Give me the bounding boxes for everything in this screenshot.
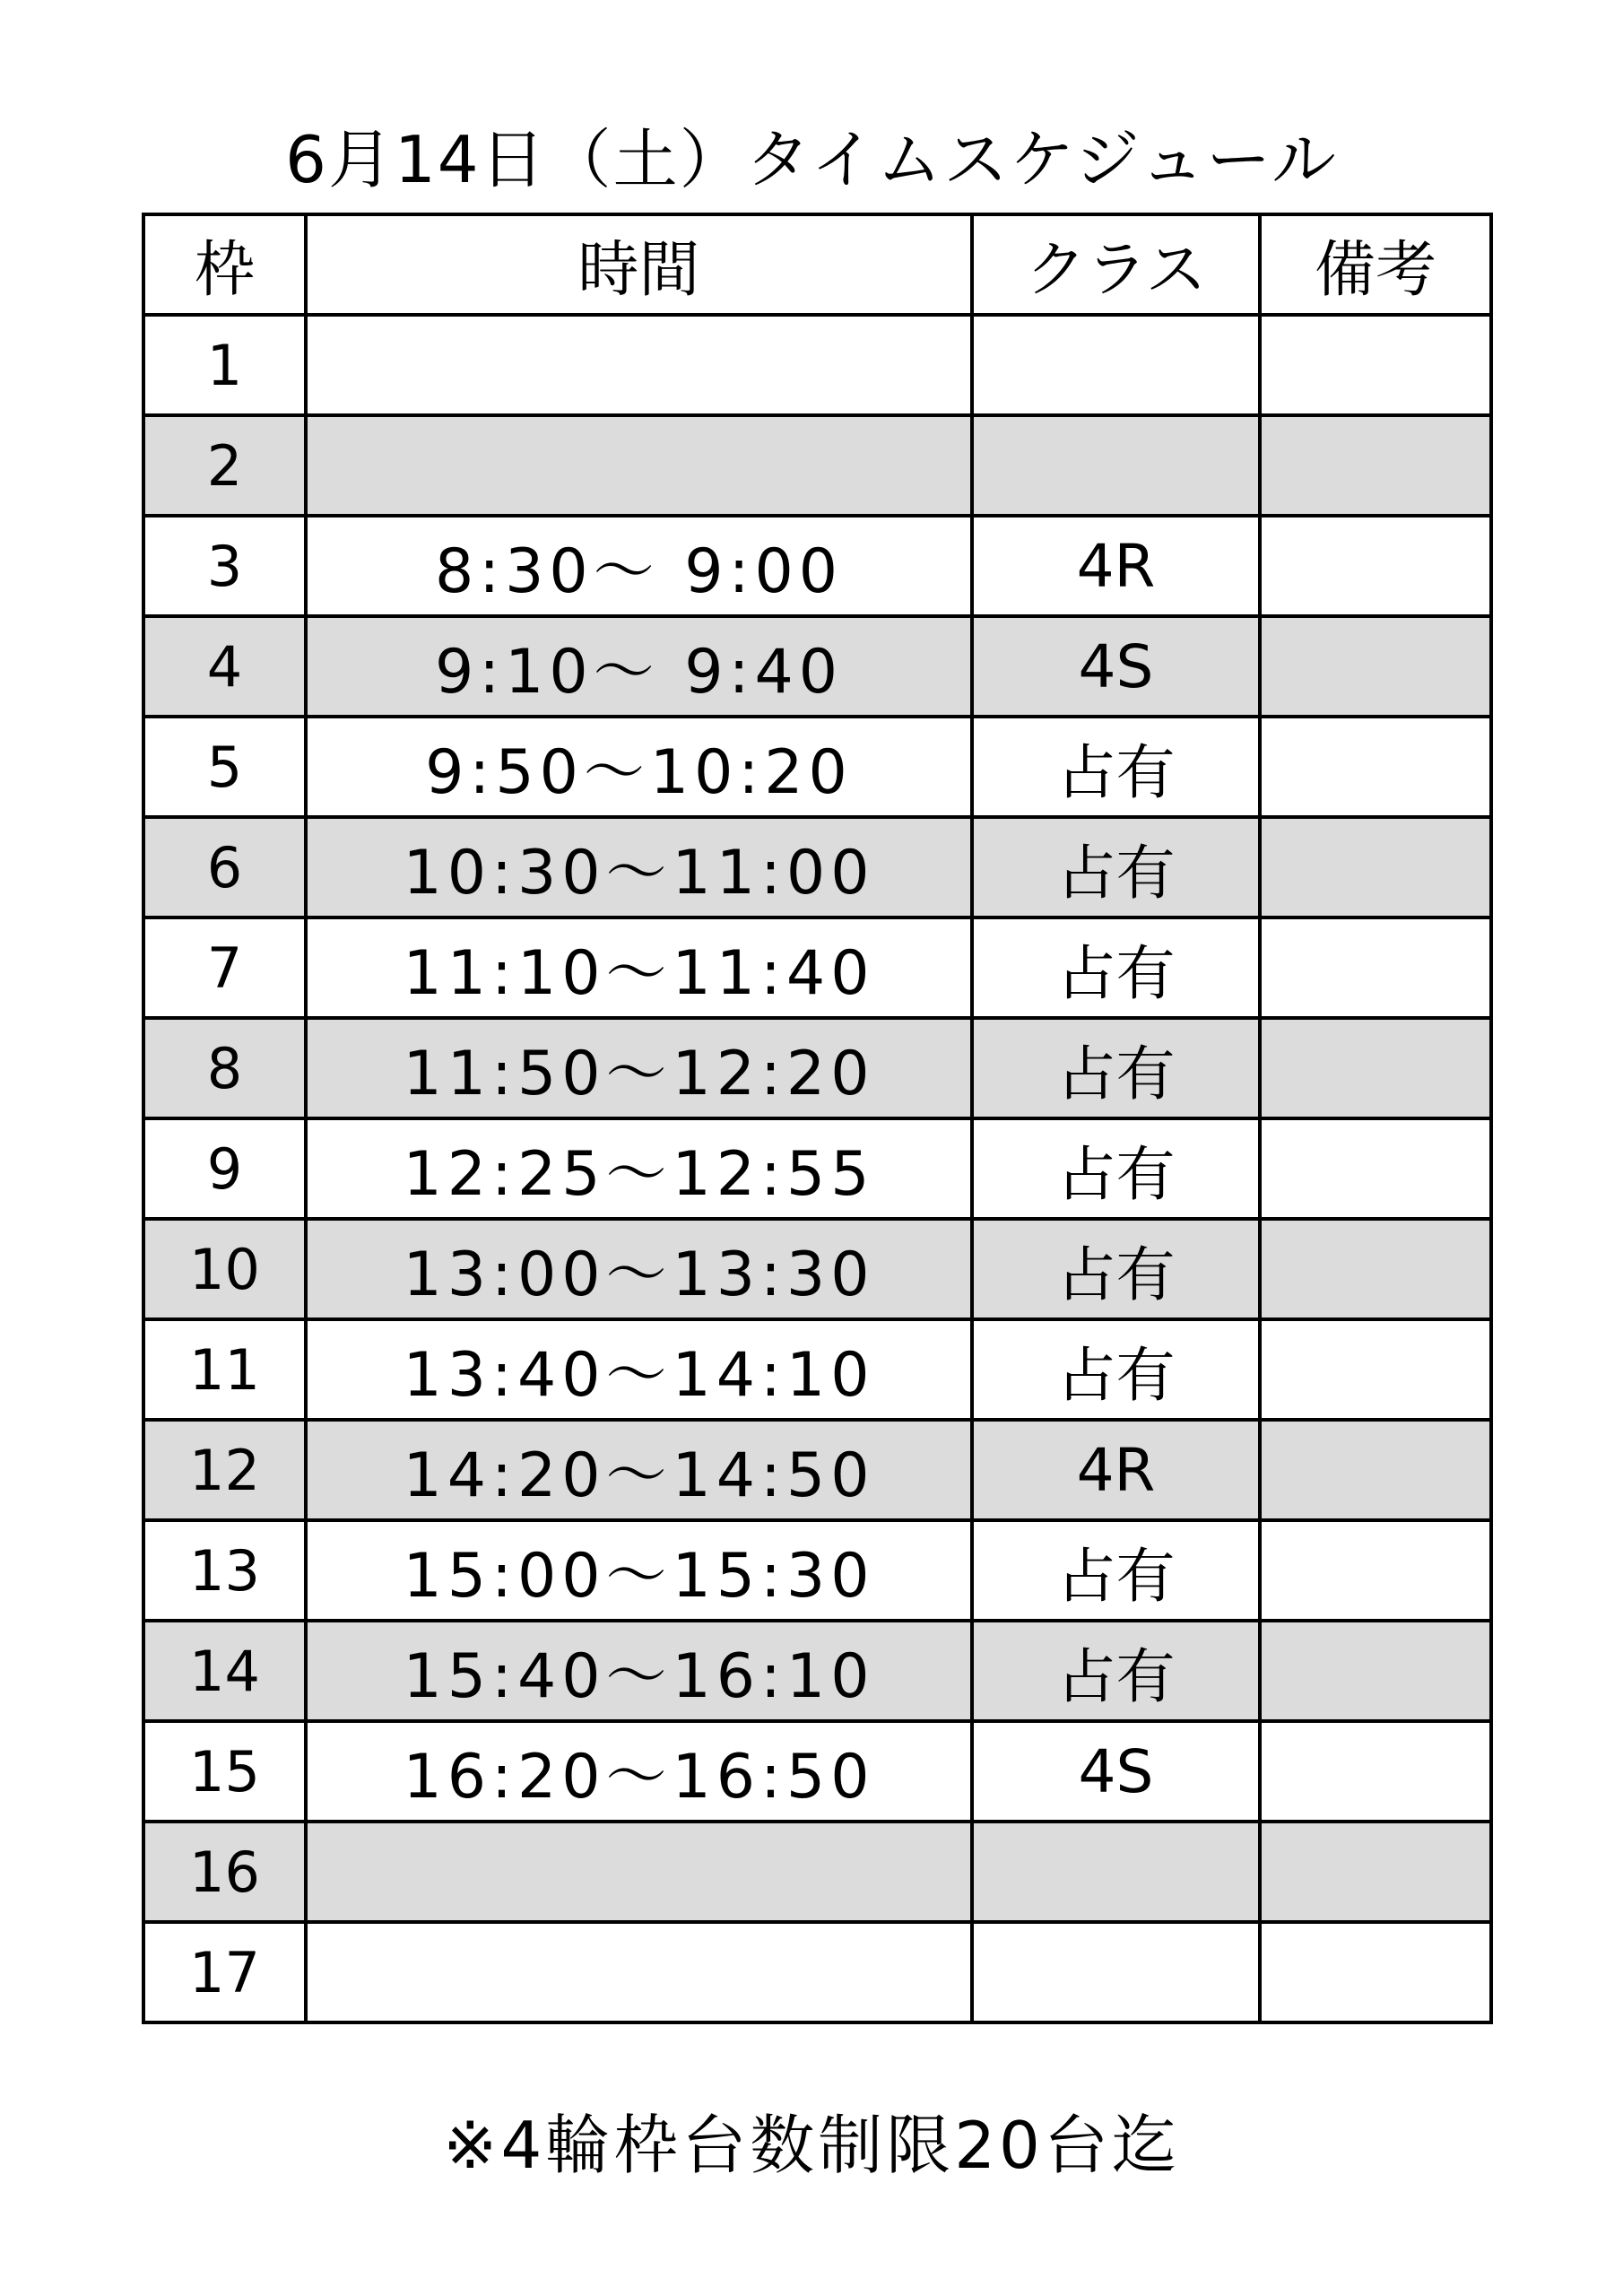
header-note: 備考 — [1260, 214, 1491, 315]
footnote: ※4輪枠台数制限20台迄 — [443, 2108, 1180, 2183]
waku-cell: 8 — [143, 1018, 306, 1118]
header-waku: 枠 — [143, 214, 306, 315]
page-title: 6月14日（土）タイムスケジュール — [285, 122, 1338, 197]
header-class: クラス — [972, 214, 1260, 315]
class-cell: 占有 — [972, 717, 1260, 817]
table-row — [143, 415, 1491, 516]
waku-cell: 13 — [143, 1520, 306, 1621]
note-cell — [1260, 415, 1491, 516]
table-row — [143, 1219, 1491, 1319]
note-cell — [1260, 1118, 1491, 1219]
class-cell: 占有 — [972, 1118, 1260, 1219]
time-cell — [306, 1922, 972, 2022]
time-cell — [306, 1822, 972, 1922]
class-cell: 占有 — [972, 1018, 1260, 1118]
waku-cell: 12 — [143, 1420, 306, 1520]
waku-cell: 6 — [143, 817, 306, 918]
time-cell: 15:40～16:10 — [306, 1621, 972, 1721]
waku-cell: 7 — [143, 918, 306, 1018]
time-cell — [306, 415, 972, 516]
table-row — [143, 717, 1491, 817]
note-cell — [1260, 315, 1491, 415]
table-row — [143, 1118, 1491, 1219]
note-cell — [1260, 1420, 1491, 1520]
table-row — [143, 1621, 1491, 1721]
note-cell — [1260, 918, 1491, 1018]
table-row — [143, 918, 1491, 1018]
class-cell: 占有 — [972, 1319, 1260, 1420]
class-cell — [972, 1922, 1260, 2022]
table-row — [143, 817, 1491, 918]
table-row — [143, 315, 1491, 415]
note-cell — [1260, 817, 1491, 918]
note-cell — [1260, 1621, 1491, 1721]
table-row — [143, 616, 1491, 717]
time-cell: 8:30～ 9:00 — [306, 516, 972, 616]
waku-cell: 14 — [143, 1621, 306, 1721]
note-cell — [1260, 1922, 1491, 2022]
time-cell: 11:50～12:20 — [306, 1018, 972, 1118]
waku-cell: 16 — [143, 1822, 306, 1922]
time-cell — [306, 315, 972, 415]
waku-cell: 4 — [143, 616, 306, 717]
time-cell: 13:40～14:10 — [306, 1319, 972, 1420]
class-cell: 占有 — [972, 1219, 1260, 1319]
waku-cell: 15 — [143, 1721, 306, 1822]
time-cell: 15:00～15:30 — [306, 1520, 972, 1621]
class-cell — [972, 315, 1260, 415]
table-row — [143, 1420, 1491, 1520]
waku-cell: 1 — [143, 315, 306, 415]
class-cell: 占有 — [972, 817, 1260, 918]
class-cell: 4R — [972, 516, 1260, 616]
table-row — [143, 1922, 1491, 2022]
note-cell — [1260, 516, 1491, 616]
note-cell — [1260, 1721, 1491, 1822]
header-time: 時間 — [306, 214, 972, 315]
table-row — [143, 516, 1491, 616]
note-cell — [1260, 1219, 1491, 1319]
schedule-table — [142, 213, 1493, 2024]
class-cell: 占有 — [972, 1520, 1260, 1621]
class-cell: 4S — [972, 616, 1260, 717]
class-cell — [972, 415, 1260, 516]
time-cell: 10:30～11:00 — [306, 817, 972, 918]
waku-cell: 11 — [143, 1319, 306, 1420]
waku-cell: 9 — [143, 1118, 306, 1219]
time-cell: 13:00～13:30 — [306, 1219, 972, 1319]
waku-cell: 10 — [143, 1219, 306, 1319]
note-cell — [1260, 1822, 1491, 1922]
class-cell: 占有 — [972, 1621, 1260, 1721]
time-cell: 16:20～16:50 — [306, 1721, 972, 1822]
time-cell: 11:10～11:40 — [306, 918, 972, 1018]
table-row — [143, 1822, 1491, 1922]
waku-cell: 3 — [143, 516, 306, 616]
time-cell: 14:20～14:50 — [306, 1420, 972, 1520]
time-cell: 9:50～10:20 — [306, 717, 972, 817]
time-cell: 12:25～12:55 — [306, 1118, 972, 1219]
note-cell — [1260, 717, 1491, 817]
table-row — [143, 1520, 1491, 1621]
table-row — [143, 1319, 1491, 1420]
table-row — [143, 1018, 1491, 1118]
note-cell — [1260, 616, 1491, 717]
note-cell — [1260, 1018, 1491, 1118]
waku-cell: 5 — [143, 717, 306, 817]
note-cell — [1260, 1520, 1491, 1621]
header-row — [143, 214, 1491, 315]
table-row — [143, 1721, 1491, 1822]
note-cell — [1260, 1319, 1491, 1420]
waku-cell: 17 — [143, 1922, 306, 2022]
waku-cell: 2 — [143, 415, 306, 516]
class-cell: 占有 — [972, 918, 1260, 1018]
class-cell: 4R — [972, 1420, 1260, 1520]
time-cell: 9:10～ 9:40 — [306, 616, 972, 717]
class-cell: 4S — [972, 1721, 1260, 1822]
class-cell — [972, 1822, 1260, 1922]
